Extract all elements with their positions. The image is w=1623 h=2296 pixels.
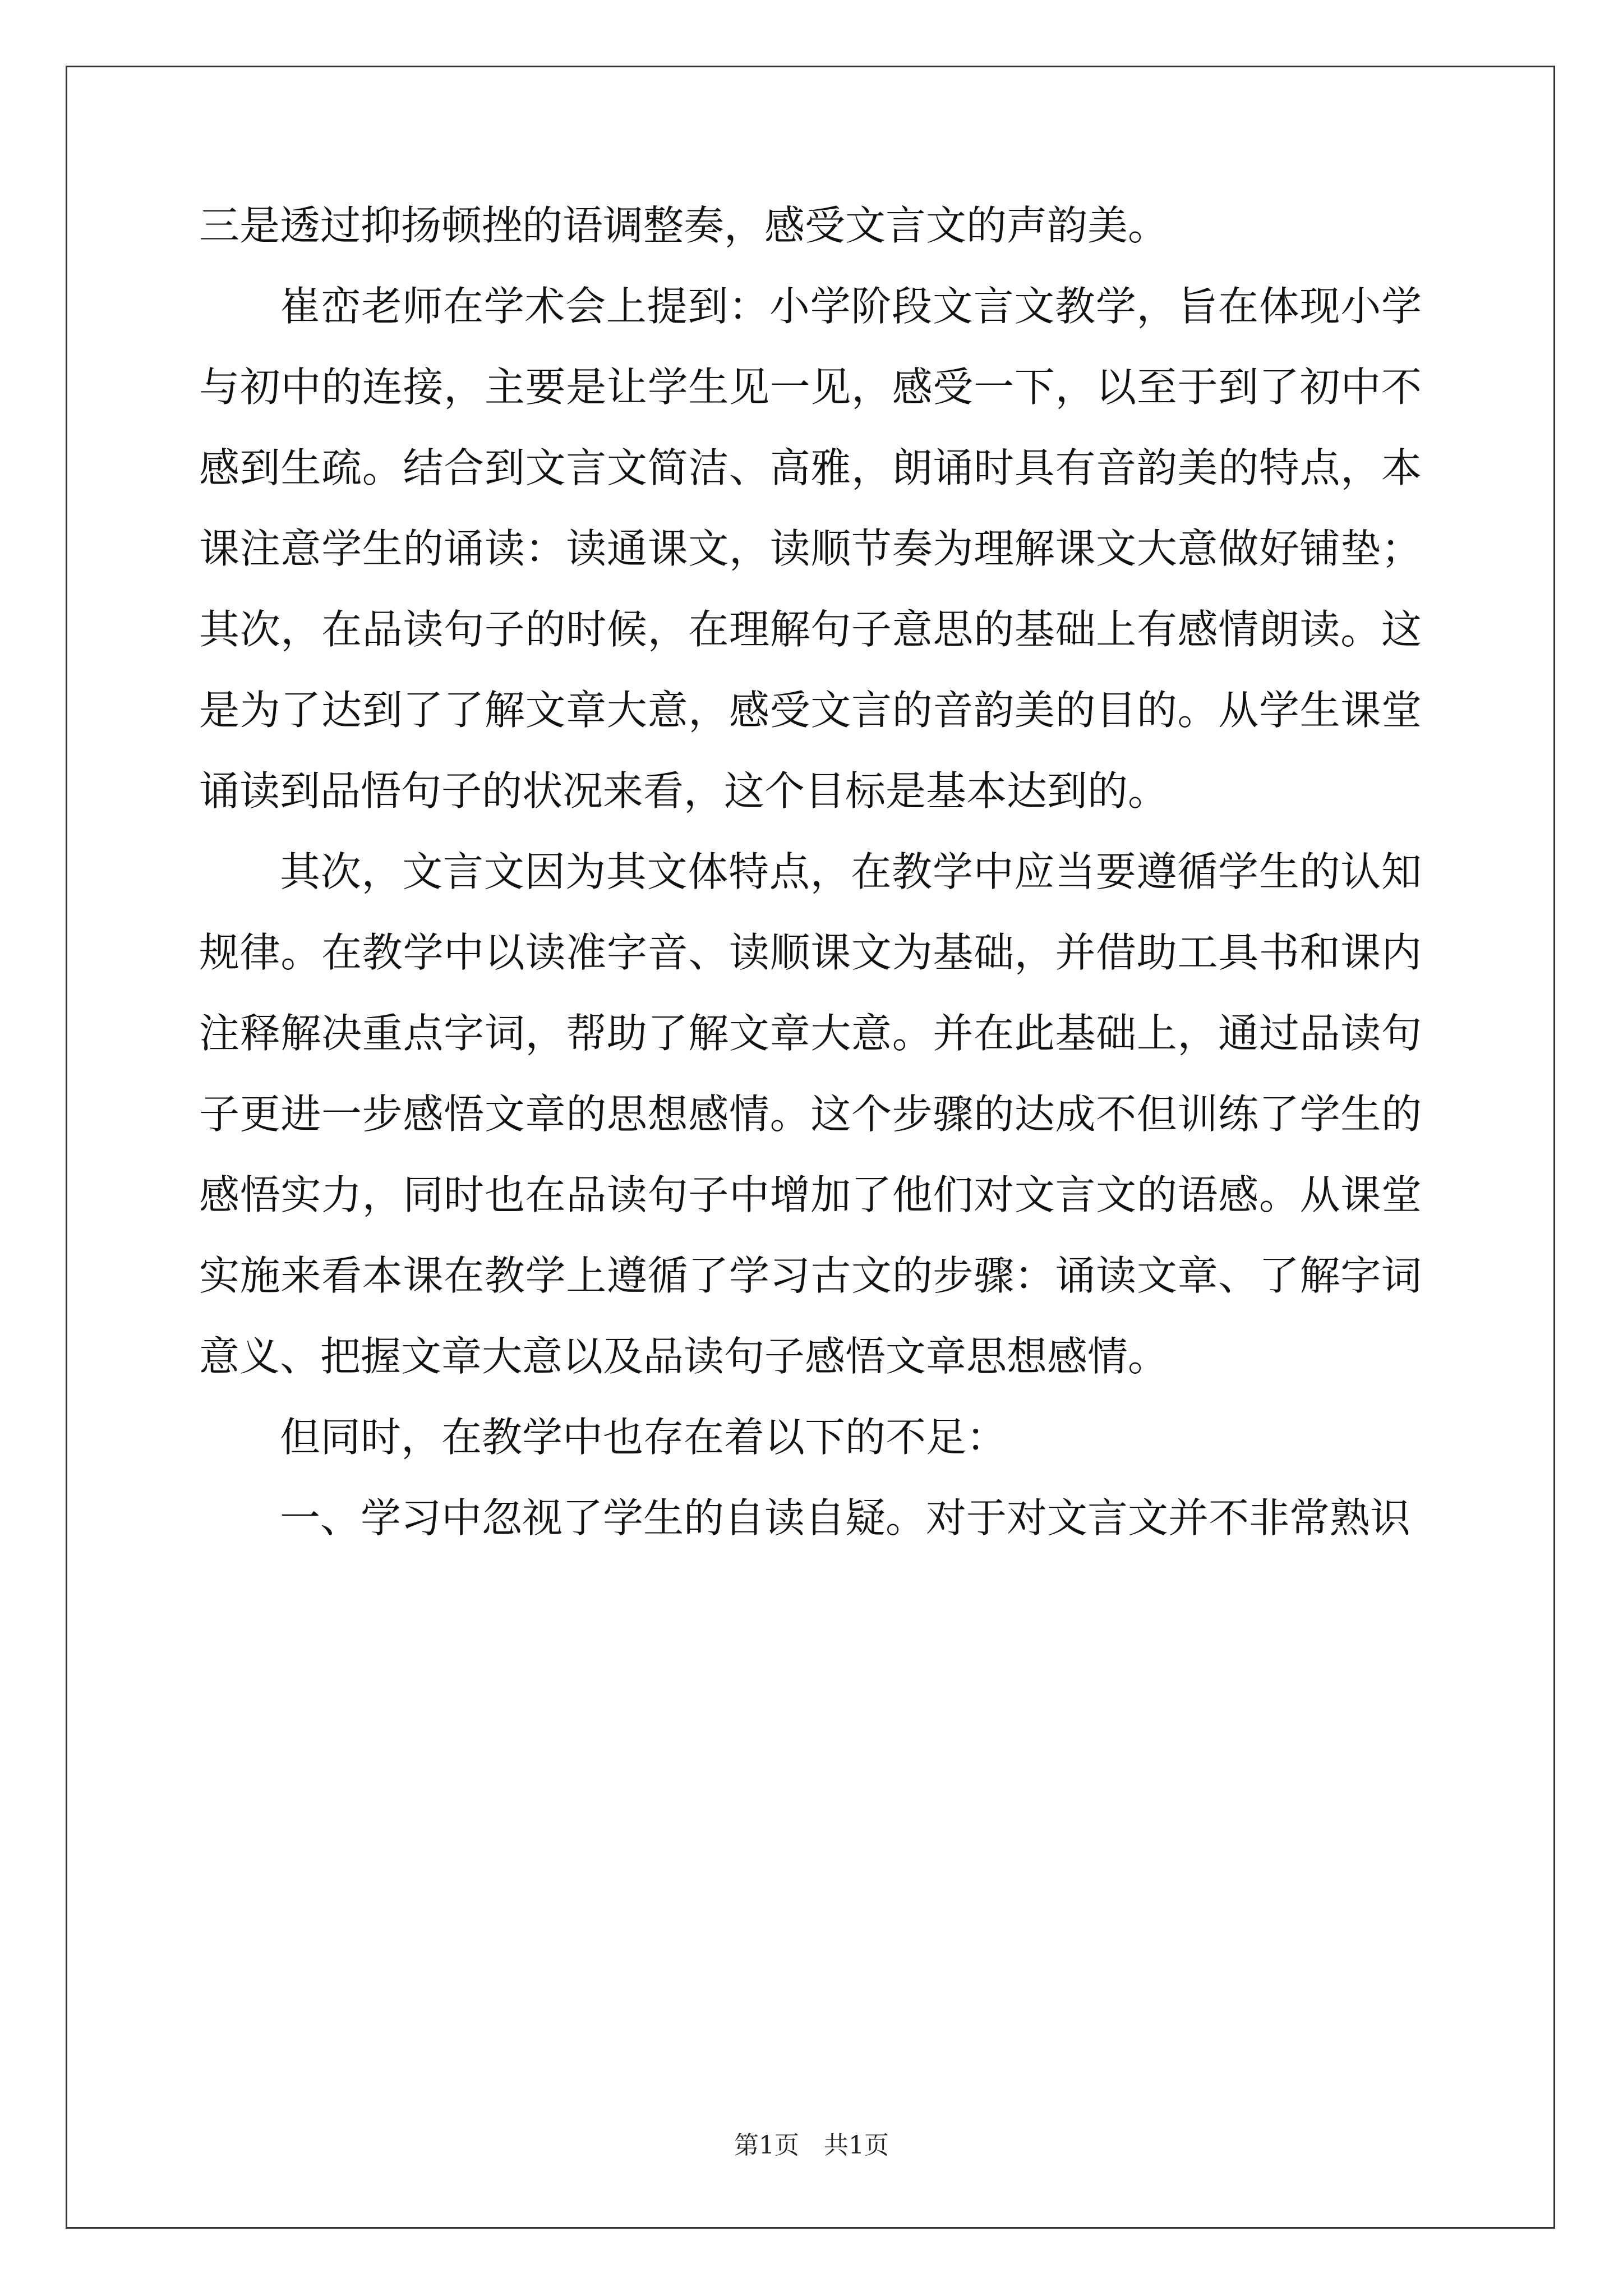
paragraph-2: 崔峦老师在学术会上提到：小学阶段文言文教学，旨在体现小学与初中的连接，主要是让学生见一见，感受一下，以至于到了初中不感到生疏。结合到文言文简洁、高雅，朗诵时具有音韵美的特点，本课注意学生的诵读：读通课文，读顺节奏为理解课文大意做好铺垫；其次，在品读句子的时候，在理解句子意思的基础上有感情朗读。这是为了达到了了解文章大意，感受文言的音韵美的目的。从学生课堂诵读到品悟句子的状况来看，这个目标是基本达到的。 bbox=[199, 283, 1422, 815]
paragraph-1: 三是透过抑扬顿挫的语调整奏，感受文言文的声韵美。 bbox=[199, 202, 1169, 249]
paragraph-3: 其次，文言文因为其文体特点，在教学中应当要遵循学生的认知规律。在教学中以读准字音、读顺课文为基础，并借助工具书和课内注释解决重点字词，帮助了解文章大意。并在此基础上，通过品读句子更进一步感悟文章的思想感情。这个步骤的达成不但训练了学生的感悟实力，同时也在品读句子中增加了他们对文言文的语感。从课堂实施来看本课在教学上遵循了学习古文的步骤：诵读文章、了解字词意义、把握文章大意以及品读句子感悟文章思想感情。 bbox=[199, 848, 1422, 1380]
document-body bbox=[199, 185, 1422, 1558]
page-number-footer: 第1页 共1页 bbox=[734, 2131, 889, 2160]
paragraph-4: 但同时，在教学中也存在着以下的不足： bbox=[280, 1414, 1007, 1461]
paragraph-5: 一、学习中忽视了学生的自读自疑。对于对文言文并不非常熟识 bbox=[280, 1494, 1411, 1542]
